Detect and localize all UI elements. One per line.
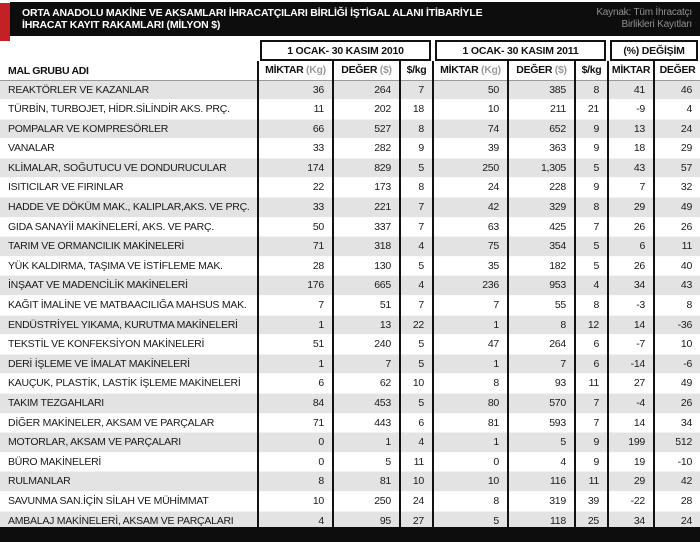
product-group-name: TÜRBİN, TURBOJET, HİDR.SİLİNDİR AKS. PRÇ.	[0, 100, 258, 120]
value-cell: 18	[400, 100, 433, 120]
value-cell: 4	[400, 433, 433, 453]
product-group-name: MOTORLAR, AKSAM VE PARÇALARI	[0, 433, 258, 453]
page-title	[22, 7, 482, 32]
product-group-name: GIDA SANAYİİ MAKİNELERİ, AKS. VE PARÇ.	[0, 217, 258, 237]
value-cell: 282	[333, 139, 400, 159]
value-cell: -22	[608, 491, 654, 511]
unit-kg: (Kg)	[481, 64, 501, 77]
value-cell: 6	[608, 237, 654, 257]
red-accent-bar	[0, 3, 10, 41]
product-group-name: KLİMALAR, SOĞUTUCU VE DONDURUCULAR	[0, 158, 258, 178]
value-cell: 7	[400, 80, 433, 100]
value-cell: 10	[400, 472, 433, 492]
value-cell: 228	[508, 178, 575, 198]
column-header-deger-2010: DEĞER ($)	[333, 61, 400, 80]
value-cell: 1	[433, 433, 508, 453]
value-cell: 36	[258, 80, 333, 100]
value-cell: 11	[400, 452, 433, 472]
value-cell: 236	[433, 276, 508, 296]
table-row	[0, 374, 700, 394]
product-group-name: POMPALAR VE KOMPRESÖRLER	[0, 119, 258, 139]
value-cell: 173	[333, 178, 400, 198]
product-group-name: TEKSTİL VE KONFEKSİYON MAKİNELERİ	[0, 335, 258, 355]
value-cell: 0	[433, 452, 508, 472]
value-cell: 5	[400, 158, 433, 178]
column-header-product-group: MAL GRUBU ADI	[0, 61, 258, 80]
table-row	[0, 217, 700, 237]
value-cell: 74	[433, 119, 508, 139]
unit-dollar: ($)	[379, 64, 392, 77]
table-row	[0, 335, 700, 355]
value-cell: 26	[654, 394, 700, 414]
value-cell: 29	[608, 472, 654, 492]
value-cell: 7	[575, 413, 608, 433]
value-cell: 7	[400, 217, 433, 237]
value-cell: 118	[508, 511, 575, 531]
column-header-miktar-2011: MİKTAR (Kg)	[433, 61, 508, 80]
value-cell: 95	[333, 511, 400, 531]
value-cell: 8	[400, 178, 433, 198]
value-cell: 11	[258, 100, 333, 120]
product-group-name: VANALAR	[0, 139, 258, 159]
value-cell: 1	[433, 315, 508, 335]
value-cell: 130	[333, 256, 400, 276]
value-cell: 1	[433, 354, 508, 374]
value-cell: 41	[608, 80, 654, 100]
value-cell: 652	[508, 119, 575, 139]
value-cell: 8	[575, 296, 608, 316]
column-header-dollar-per-kg-2011: $/kg	[575, 61, 608, 80]
value-cell: 7	[508, 354, 575, 374]
product-group-name: ISITICILAR VE FIRINLAR	[0, 178, 258, 198]
value-cell: -7	[608, 335, 654, 355]
value-cell: 29	[608, 198, 654, 218]
value-cell: 43	[608, 158, 654, 178]
value-cell: 50	[258, 217, 333, 237]
value-cell: 593	[508, 413, 575, 433]
value-cell: 8	[508, 315, 575, 335]
table-row	[0, 296, 700, 316]
value-cell: 6	[400, 413, 433, 433]
table-row	[0, 198, 700, 218]
value-cell: 27	[400, 511, 433, 531]
value-cell: 5	[400, 394, 433, 414]
value-cell: -9	[608, 100, 654, 120]
table-row	[0, 472, 700, 492]
value-cell: 7	[333, 354, 400, 374]
value-cell: 116	[508, 472, 575, 492]
value-cell: 211	[508, 100, 575, 120]
value-cell: 10	[654, 335, 700, 355]
value-cell: 80	[433, 394, 508, 414]
value-cell: 1,305	[508, 158, 575, 178]
table-row	[0, 256, 700, 276]
value-cell: 22	[258, 178, 333, 198]
value-cell: 43	[654, 276, 700, 296]
value-cell: 35	[433, 256, 508, 276]
value-cell: 176	[258, 276, 333, 296]
value-cell: 10	[433, 100, 508, 120]
value-cell: 6	[575, 354, 608, 374]
value-cell: -36	[654, 315, 700, 335]
value-cell: 26	[654, 217, 700, 237]
value-cell: 512	[654, 433, 700, 453]
product-group-name: SAVUNMA SAN.İÇİN SİLAH VE MÜHİMMAT	[0, 491, 258, 511]
value-cell: 665	[333, 276, 400, 296]
value-cell: 8	[400, 119, 433, 139]
value-cell: 5	[400, 335, 433, 355]
value-cell: 4	[575, 276, 608, 296]
value-cell: 7	[608, 178, 654, 198]
value-cell: 26	[608, 217, 654, 237]
value-cell: 57	[654, 158, 700, 178]
value-cell: 0	[258, 452, 333, 472]
value-cell: 71	[258, 413, 333, 433]
source-note-line2: Birlikleri Kayıtları	[621, 19, 692, 30]
value-cell: 443	[333, 413, 400, 433]
value-cell: 81	[333, 472, 400, 492]
product-group-name: BÜRO MAKİNELERİ	[0, 452, 258, 472]
value-cell: 829	[333, 158, 400, 178]
value-cell: 199	[608, 433, 654, 453]
value-cell: 250	[433, 158, 508, 178]
value-cell: 62	[333, 374, 400, 394]
column-header-row	[0, 61, 700, 80]
column-header-dollar-per-kg-2010: $/kg	[400, 61, 433, 80]
value-cell: 81	[433, 413, 508, 433]
value-cell: 34	[608, 276, 654, 296]
value-cell: 55	[508, 296, 575, 316]
group-header-row	[0, 38, 700, 61]
table-row	[0, 315, 700, 335]
value-cell: 51	[333, 296, 400, 316]
value-cell: 354	[508, 237, 575, 257]
value-cell: 6	[258, 374, 333, 394]
value-cell: 570	[508, 394, 575, 414]
product-group-name: RULMANLAR	[0, 472, 258, 492]
table-row	[0, 237, 700, 257]
value-cell: 6	[575, 335, 608, 355]
product-group-name: AMBALAJ MAKİNELERİ, AKSAM VE PARÇALARI	[0, 511, 258, 531]
value-cell: 28	[654, 491, 700, 511]
group-header-2010-label: 1 OCAK- 30 KASIM 2010	[260, 40, 431, 61]
group-header-change	[608, 38, 700, 61]
value-cell: 182	[508, 256, 575, 276]
value-cell: 9	[575, 119, 608, 139]
value-cell: 24	[433, 178, 508, 198]
table-head	[0, 38, 700, 80]
value-cell: 14	[608, 413, 654, 433]
column-header-deger-change: DEĞER	[654, 61, 700, 80]
product-group-name: ENDÜSTRİYEL YIKAMA, KURUTMA MAKİNELERİ	[0, 315, 258, 335]
value-cell: 264	[508, 335, 575, 355]
value-cell: 84	[258, 394, 333, 414]
footer-black-bar	[0, 527, 700, 542]
value-cell: 385	[508, 80, 575, 100]
value-cell: -4	[608, 394, 654, 414]
table-row	[0, 276, 700, 296]
value-cell: 329	[508, 198, 575, 218]
value-cell: 19	[608, 452, 654, 472]
group-header-2011-label: 1 OCAK- 30 KASIM 2011	[435, 40, 606, 61]
product-group-name: DİĞER MAKİNELER, AKSAM VE PARÇALAR	[0, 413, 258, 433]
value-cell: 11	[575, 472, 608, 492]
value-cell: -14	[608, 354, 654, 374]
table-row	[0, 433, 700, 453]
value-cell: 1	[258, 354, 333, 374]
product-group-name: KAUÇUK, PLASTİK, LASTİK İŞLEME MAKİNELERİ	[0, 374, 258, 394]
value-cell: 5	[333, 452, 400, 472]
table-row	[0, 394, 700, 414]
product-group-name: YÜK KALDIRMA, TAŞIMA VE İSTİFLEME MAK.	[0, 256, 258, 276]
value-cell: 7	[575, 217, 608, 237]
group-header-2011	[433, 38, 608, 61]
value-cell: 5	[400, 354, 433, 374]
value-cell: 39	[575, 491, 608, 511]
value-cell: 13	[608, 119, 654, 139]
product-group-name: TAKIM TEZGAHLARI	[0, 394, 258, 414]
value-cell: 953	[508, 276, 575, 296]
value-cell: 5	[575, 237, 608, 257]
value-cell: 8	[258, 472, 333, 492]
value-cell: 66	[258, 119, 333, 139]
column-header-deger-2011: DEĞER ($)	[508, 61, 575, 80]
value-cell: 9	[400, 139, 433, 159]
value-cell: 46	[654, 80, 700, 100]
table-row	[0, 158, 700, 178]
value-cell: 5	[433, 511, 508, 531]
value-cell: 9	[575, 178, 608, 198]
source-note	[596, 7, 692, 31]
value-cell: 7	[433, 296, 508, 316]
value-cell: 33	[258, 139, 333, 159]
value-cell: 4	[400, 237, 433, 257]
value-cell: 75	[433, 237, 508, 257]
product-group-name: TARIM VE ORMANCILIK MAKİNELERİ	[0, 237, 258, 257]
value-cell: -3	[608, 296, 654, 316]
value-cell: 21	[575, 100, 608, 120]
value-cell: 7	[400, 198, 433, 218]
value-cell: 40	[654, 256, 700, 276]
value-cell: 5	[508, 433, 575, 453]
value-cell: 9	[575, 452, 608, 472]
page-header	[0, 0, 700, 38]
value-cell: 250	[333, 491, 400, 511]
value-cell: 1	[258, 315, 333, 335]
value-cell: -10	[654, 452, 700, 472]
value-cell: 1	[333, 433, 400, 453]
value-cell: 8	[575, 198, 608, 218]
table-row	[0, 119, 700, 139]
header-black-bar	[10, 2, 700, 36]
value-cell: 363	[508, 139, 575, 159]
value-cell: 27	[608, 374, 654, 394]
page-title-line2: İHRACAT KAYIT RAKAMLARI (MİLYON $)	[22, 19, 221, 31]
value-cell: 7	[400, 296, 433, 316]
value-cell: 24	[400, 491, 433, 511]
value-cell: 11	[575, 374, 608, 394]
product-group-name: REAKTÖRLER VE KAZANLAR	[0, 80, 258, 100]
value-cell: 9	[575, 433, 608, 453]
value-cell: 4	[654, 100, 700, 120]
value-cell: 28	[258, 256, 333, 276]
value-cell: 63	[433, 217, 508, 237]
value-cell: 51	[258, 335, 333, 355]
value-cell: 240	[333, 335, 400, 355]
value-cell: 24	[654, 119, 700, 139]
value-cell: 174	[258, 158, 333, 178]
value-cell: 39	[433, 139, 508, 159]
value-cell: 22	[400, 315, 433, 335]
page-title-line1: ORTA ANADOLU MAKİNE VE AKSAMLARI İHRACATÇILARI BİRLİĞİ İŞTİGAL ALANI İTİBARİYLE	[22, 6, 483, 19]
value-cell: 8	[654, 296, 700, 316]
value-cell: 7	[575, 394, 608, 414]
group-header-spacer	[0, 38, 258, 61]
value-cell: 12	[575, 315, 608, 335]
value-cell: 71	[258, 237, 333, 257]
value-cell: 5	[400, 256, 433, 276]
value-cell: 42	[433, 198, 508, 218]
value-cell: 13	[333, 315, 400, 335]
table-row	[0, 80, 700, 100]
group-header-change-label: (%) DEĞİŞİM	[610, 40, 698, 61]
value-cell: 10	[400, 374, 433, 394]
value-cell: 453	[333, 394, 400, 414]
table-row	[0, 452, 700, 472]
value-cell: 4	[258, 511, 333, 531]
table-row	[0, 139, 700, 159]
value-cell: 9	[575, 139, 608, 159]
value-cell: 25	[575, 511, 608, 531]
value-cell: 527	[333, 119, 400, 139]
value-cell: 337	[333, 217, 400, 237]
value-cell: 8	[433, 374, 508, 394]
value-cell: 29	[654, 139, 700, 159]
value-cell: 93	[508, 374, 575, 394]
table-row	[0, 354, 700, 374]
value-cell: 319	[508, 491, 575, 511]
value-cell: 4	[508, 452, 575, 472]
value-cell: 34	[654, 413, 700, 433]
value-cell: 24	[654, 511, 700, 531]
value-cell: 47	[433, 335, 508, 355]
value-cell: 8	[575, 80, 608, 100]
column-header-miktar-change: MİKTAR	[608, 61, 654, 80]
value-cell: 318	[333, 237, 400, 257]
table-row	[0, 178, 700, 198]
value-cell: 49	[654, 374, 700, 394]
value-cell: 49	[654, 198, 700, 218]
table-row	[0, 100, 700, 120]
value-cell: 10	[433, 472, 508, 492]
value-cell: 26	[608, 256, 654, 276]
product-group-name: HADDE VE DÖKÜM MAK., KALIPLAR,AKS. VE PRÇ.	[0, 198, 258, 218]
value-cell: 33	[258, 198, 333, 218]
value-cell: 0	[258, 433, 333, 453]
value-cell: 8	[433, 491, 508, 511]
value-cell: 425	[508, 217, 575, 237]
table-row	[0, 413, 700, 433]
value-cell: 18	[608, 139, 654, 159]
value-cell: 11	[654, 237, 700, 257]
value-cell: 202	[333, 100, 400, 120]
value-cell: 14	[608, 315, 654, 335]
value-cell: 5	[575, 256, 608, 276]
value-cell: 32	[654, 178, 700, 198]
table-row	[0, 491, 700, 511]
value-cell: 264	[333, 80, 400, 100]
product-group-name: İNŞAAT VE MADENCİLİK MAKİNELERİ	[0, 276, 258, 296]
value-cell: 50	[433, 80, 508, 100]
value-cell: 221	[333, 198, 400, 218]
column-header-miktar-2010: MİKTAR (Kg)	[258, 61, 333, 80]
value-cell: 4	[400, 276, 433, 296]
product-group-name: KAĞIT İMALİNE VE MATBAACILIĞA MAHSUS MAK.	[0, 296, 258, 316]
value-cell: 5	[575, 158, 608, 178]
export-data-table	[0, 38, 700, 542]
value-cell: 42	[654, 472, 700, 492]
unit-kg: (Kg)	[306, 64, 326, 77]
value-cell: 7	[258, 296, 333, 316]
unit-dollar: ($)	[554, 64, 567, 77]
value-cell: -6	[654, 354, 700, 374]
product-group-name: DERİ İŞLEME VE İMALAT MAKİNELERİ	[0, 354, 258, 374]
value-cell: 34	[608, 511, 654, 531]
value-cell: 10	[258, 491, 333, 511]
source-note-line1: Kaynak: Tüm İhracatçı	[596, 7, 692, 18]
group-header-2010	[258, 38, 433, 61]
table-body	[0, 80, 700, 542]
